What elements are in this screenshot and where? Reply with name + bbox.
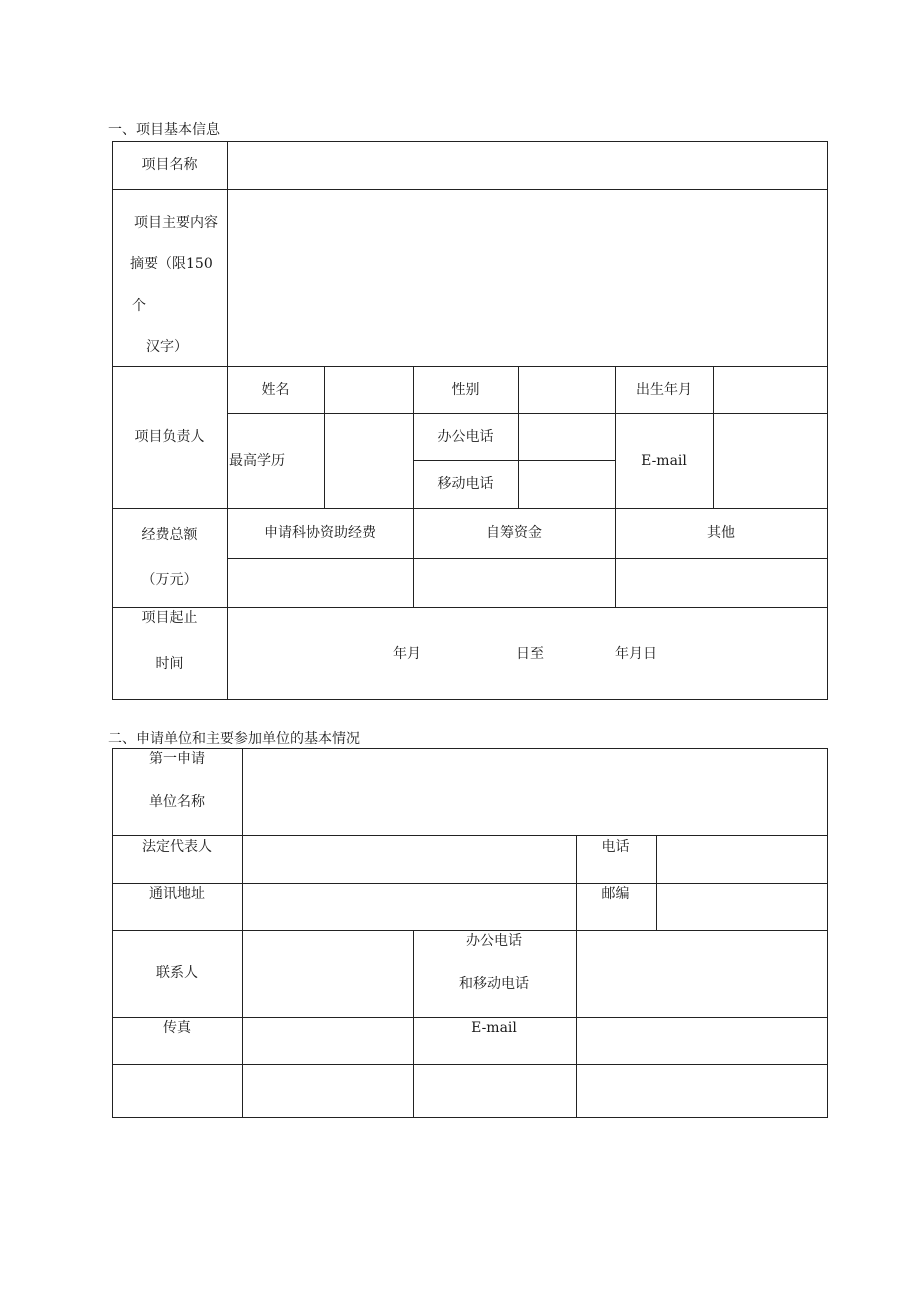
funding-label-line1: 经费总额 <box>141 527 198 543</box>
phone-label: 电话 <box>601 839 630 855</box>
funding-self-field[interactable] <box>414 559 615 606</box>
postcode-label: 邮编 <box>601 886 630 902</box>
summary-label-line3: 个 <box>132 298 146 314</box>
birth-field[interactable] <box>714 367 827 413</box>
funding-col-self: 自筹资金 <box>486 525 542 541</box>
fax-label: 传真 <box>163 1020 191 1036</box>
extra-row-cell-4[interactable] <box>576 1064 827 1116</box>
period-day-to: 日至 <box>516 646 544 662</box>
postcode-field[interactable] <box>657 883 827 929</box>
unit-email-label: E-mail <box>471 1020 517 1036</box>
summary-label-line4: 汉字） <box>146 339 188 355</box>
legal-rep-label: 法定代表人 <box>142 839 212 855</box>
project-name-label: 项目名称 <box>141 157 198 173</box>
summary-label-line2: 摘要（限150 <box>130 256 213 272</box>
gender-field[interactable] <box>519 367 615 413</box>
unit-email-field[interactable] <box>576 1017 827 1063</box>
first-unit-field[interactable] <box>243 749 827 834</box>
project-name-field[interactable] <box>228 142 827 188</box>
contact-phone-field[interactable] <box>576 930 827 1016</box>
office-phone-label: 办公电话 <box>437 429 494 445</box>
contact-phone-label-line1: 办公电话 <box>466 933 522 949</box>
office-phone-field[interactable] <box>519 414 615 460</box>
contact-field[interactable] <box>243 930 413 1016</box>
education-label: 最高学历 <box>229 453 285 469</box>
period-label-line1: 项目起止 <box>141 610 198 626</box>
address-field[interactable] <box>243 883 575 929</box>
fax-field[interactable] <box>243 1017 413 1063</box>
extra-row-cell-3[interactable] <box>414 1064 575 1116</box>
contact-phone-label-line2: 和移动电话 <box>459 976 529 992</box>
legal-rep-field[interactable] <box>243 835 575 882</box>
funding-cast-field[interactable] <box>228 559 413 606</box>
mobile-field[interactable] <box>519 461 615 507</box>
first-unit-label-line2: 单位名称 <box>149 794 205 810</box>
extra-row-cell-1[interactable] <box>113 1064 242 1116</box>
section1-heading: 一、项目基本信息 <box>108 122 220 138</box>
address-label: 通讯地址 <box>149 886 205 902</box>
funding-col-other: 其他 <box>707 525 735 541</box>
summary-label-line1: 项目主要内容 <box>134 215 218 231</box>
name-label: 姓名 <box>261 382 290 398</box>
period-year-month: 年月 <box>393 646 421 662</box>
birth-label: 出生年月 <box>636 382 692 398</box>
section2-heading: 二、申请单位和主要参加单位的基本情况 <box>108 731 360 747</box>
email-field[interactable] <box>714 414 827 507</box>
mobile-label: 移动电话 <box>437 476 494 492</box>
name-field[interactable] <box>325 367 413 413</box>
phone-field[interactable] <box>657 835 827 882</box>
extra-row-cell-2[interactable] <box>243 1064 413 1116</box>
funding-other-field[interactable] <box>616 559 827 606</box>
gender-label: 性别 <box>451 382 480 398</box>
leader-label: 项目负责人 <box>134 429 205 445</box>
contact-label: 联系人 <box>156 965 198 981</box>
education-field[interactable] <box>325 414 413 507</box>
period-end-date: 年月日 <box>615 646 657 662</box>
funding-label-line2: （万元） <box>141 572 198 588</box>
summary-field[interactable] <box>228 190 827 365</box>
period-label-line2: 时间 <box>155 656 184 672</box>
email-label: E-mail <box>641 453 687 469</box>
first-unit-label-line1: 第一申请 <box>149 751 205 767</box>
funding-col-cast: 申请科协资助经费 <box>264 525 376 541</box>
